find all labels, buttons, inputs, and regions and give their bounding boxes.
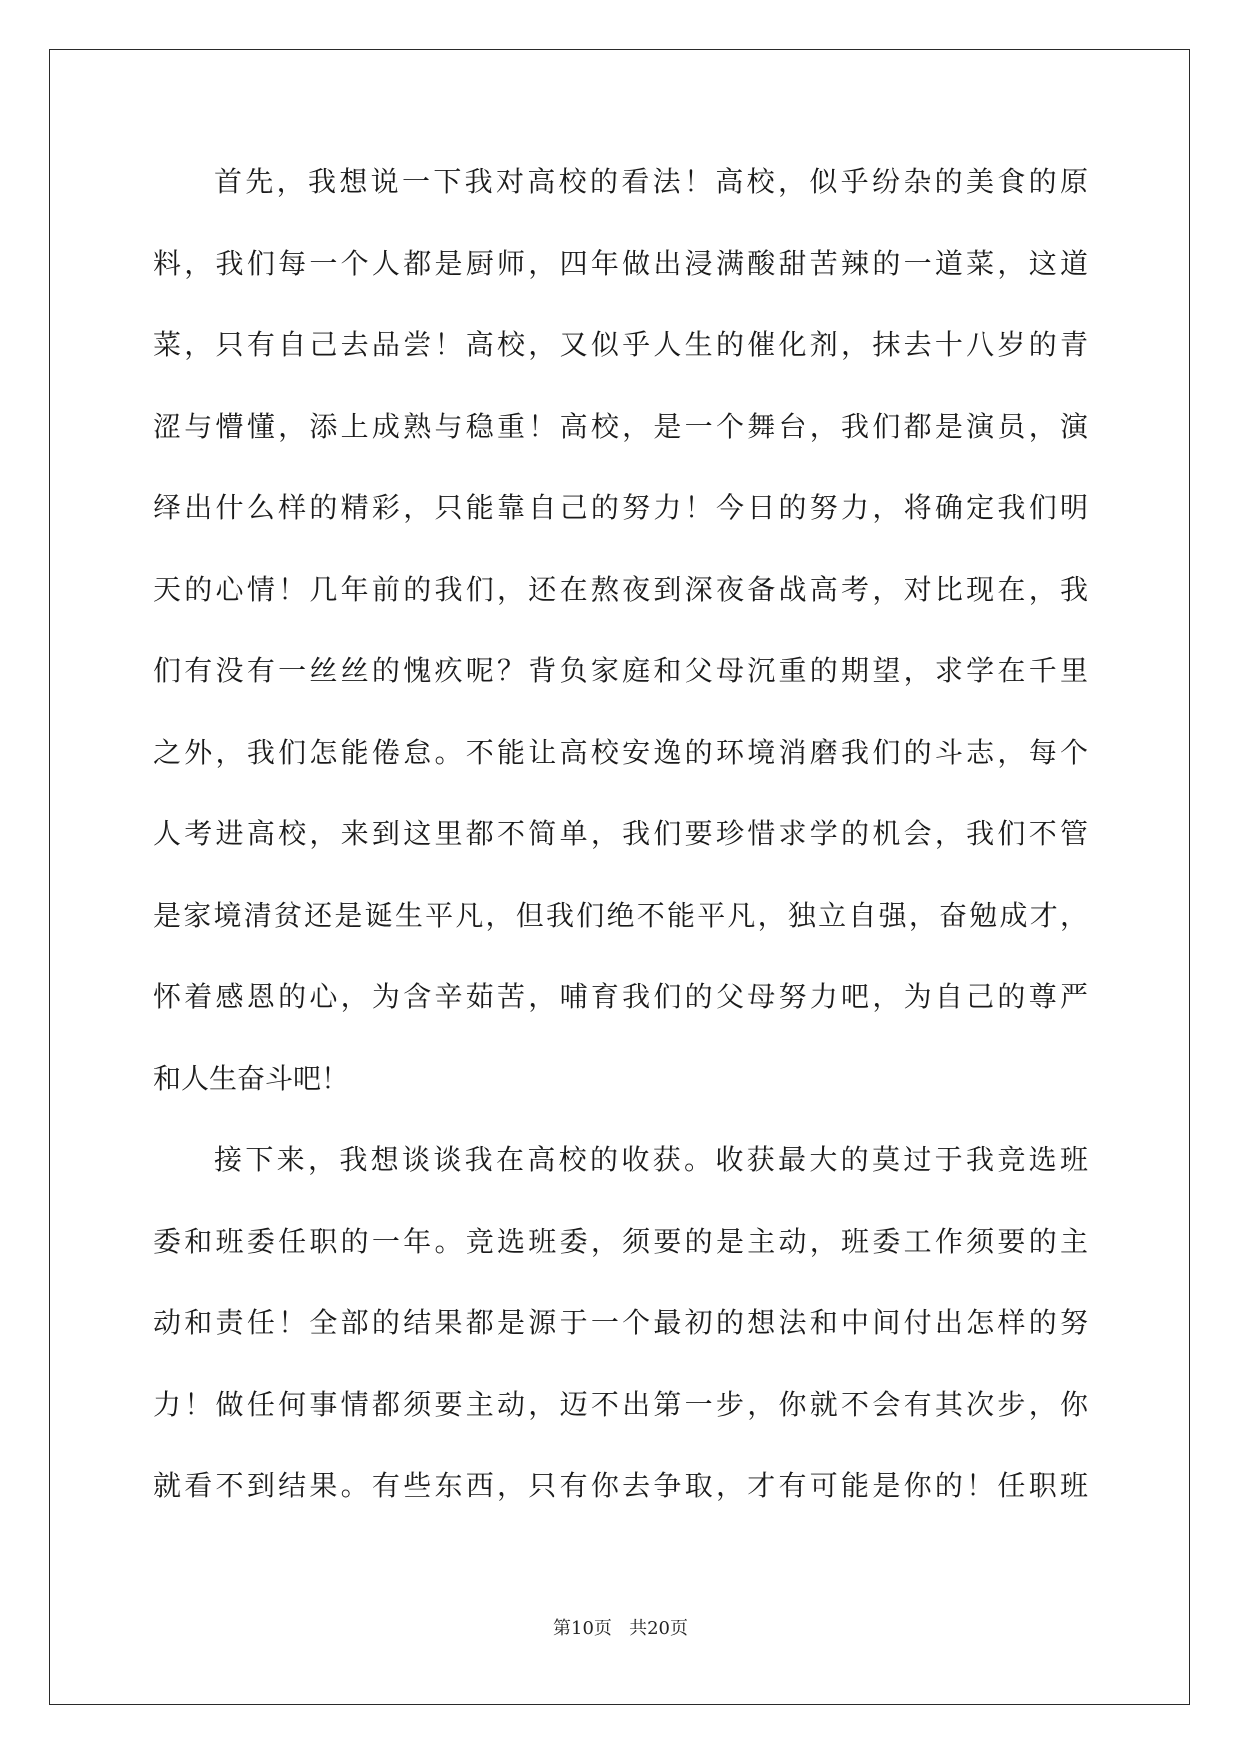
text-line: 力！做任何事情都须要主动，迈不出第一步，你就不会有其次步，你 (153, 1387, 1092, 1421)
text-line: 菜，只有自己去品尝！高校，又似乎人生的催化剂，抹去十八岁的青 (153, 328, 1092, 361)
text-line: 接下来，我想谈谈我在高校的收获。收获最大的莫过于我竞选班 (214, 1143, 1092, 1176)
text-line: 天的心情！几年前的我们，还在熬夜到深夜备战高考，对比现在，我 (153, 572, 1092, 606)
text-line: 涩与懵懂，添上成熟与稳重！高校，是一个舞台，我们都是演员，演 (153, 409, 1092, 443)
text-line: 委和班委任职的一年。竞选班委，须要的是主动，班委工作须要的主 (153, 1224, 1092, 1258)
text-line: 是家境清贫还是诞生平凡，但我们绝不能平凡，独立自强，奋勉成才， (153, 898, 1091, 932)
text-line: 们有没有一丝丝的愧疚呢？背负家庭和父母沉重的期望，求学在千里 (153, 654, 1092, 687)
page-number: 第10页 (553, 1618, 612, 1639)
text-line: 之外，我们怎能倦怠。不能让高校安逸的环境消磨我们的斗志，每个 (153, 735, 1092, 769)
text-line: 首先，我想说一下我对高校的看法！高校，似乎纷杂的美食的原 (214, 165, 1092, 198)
footer-spacer (612, 1618, 629, 1639)
page-footer (0, 1614, 1241, 1640)
text-line: 料，我们每一个人都是厨师，四年做出浸满酸甜苦辣的一道菜，这道 (153, 246, 1092, 280)
text-line: 就看不到结果。有些东西，只有你去争取，才有可能是你的！任职班 (153, 1469, 1092, 1502)
text-line: 怀着感恩的心，为含辛茹苦，哺育我们的父母努力吧，为自己的尊严 (153, 980, 1092, 1013)
text-line: 绎出什么样的精彩，只能靠自己的努力！今日的努力，将确定我们明 (153, 491, 1092, 524)
document-body (153, 160, 1092, 1546)
text-line: 和人生奋斗吧！ (153, 1061, 350, 1095)
text-line: 动和责任！全部的结果都是源于一个最初的想法和中间付出怎样的努 (153, 1306, 1092, 1339)
page-total: 共20页 (629, 1618, 688, 1639)
text-line: 人考进高校，来到这里都不简单，我们要珍惜求学的机会，我们不管 (153, 817, 1092, 850)
